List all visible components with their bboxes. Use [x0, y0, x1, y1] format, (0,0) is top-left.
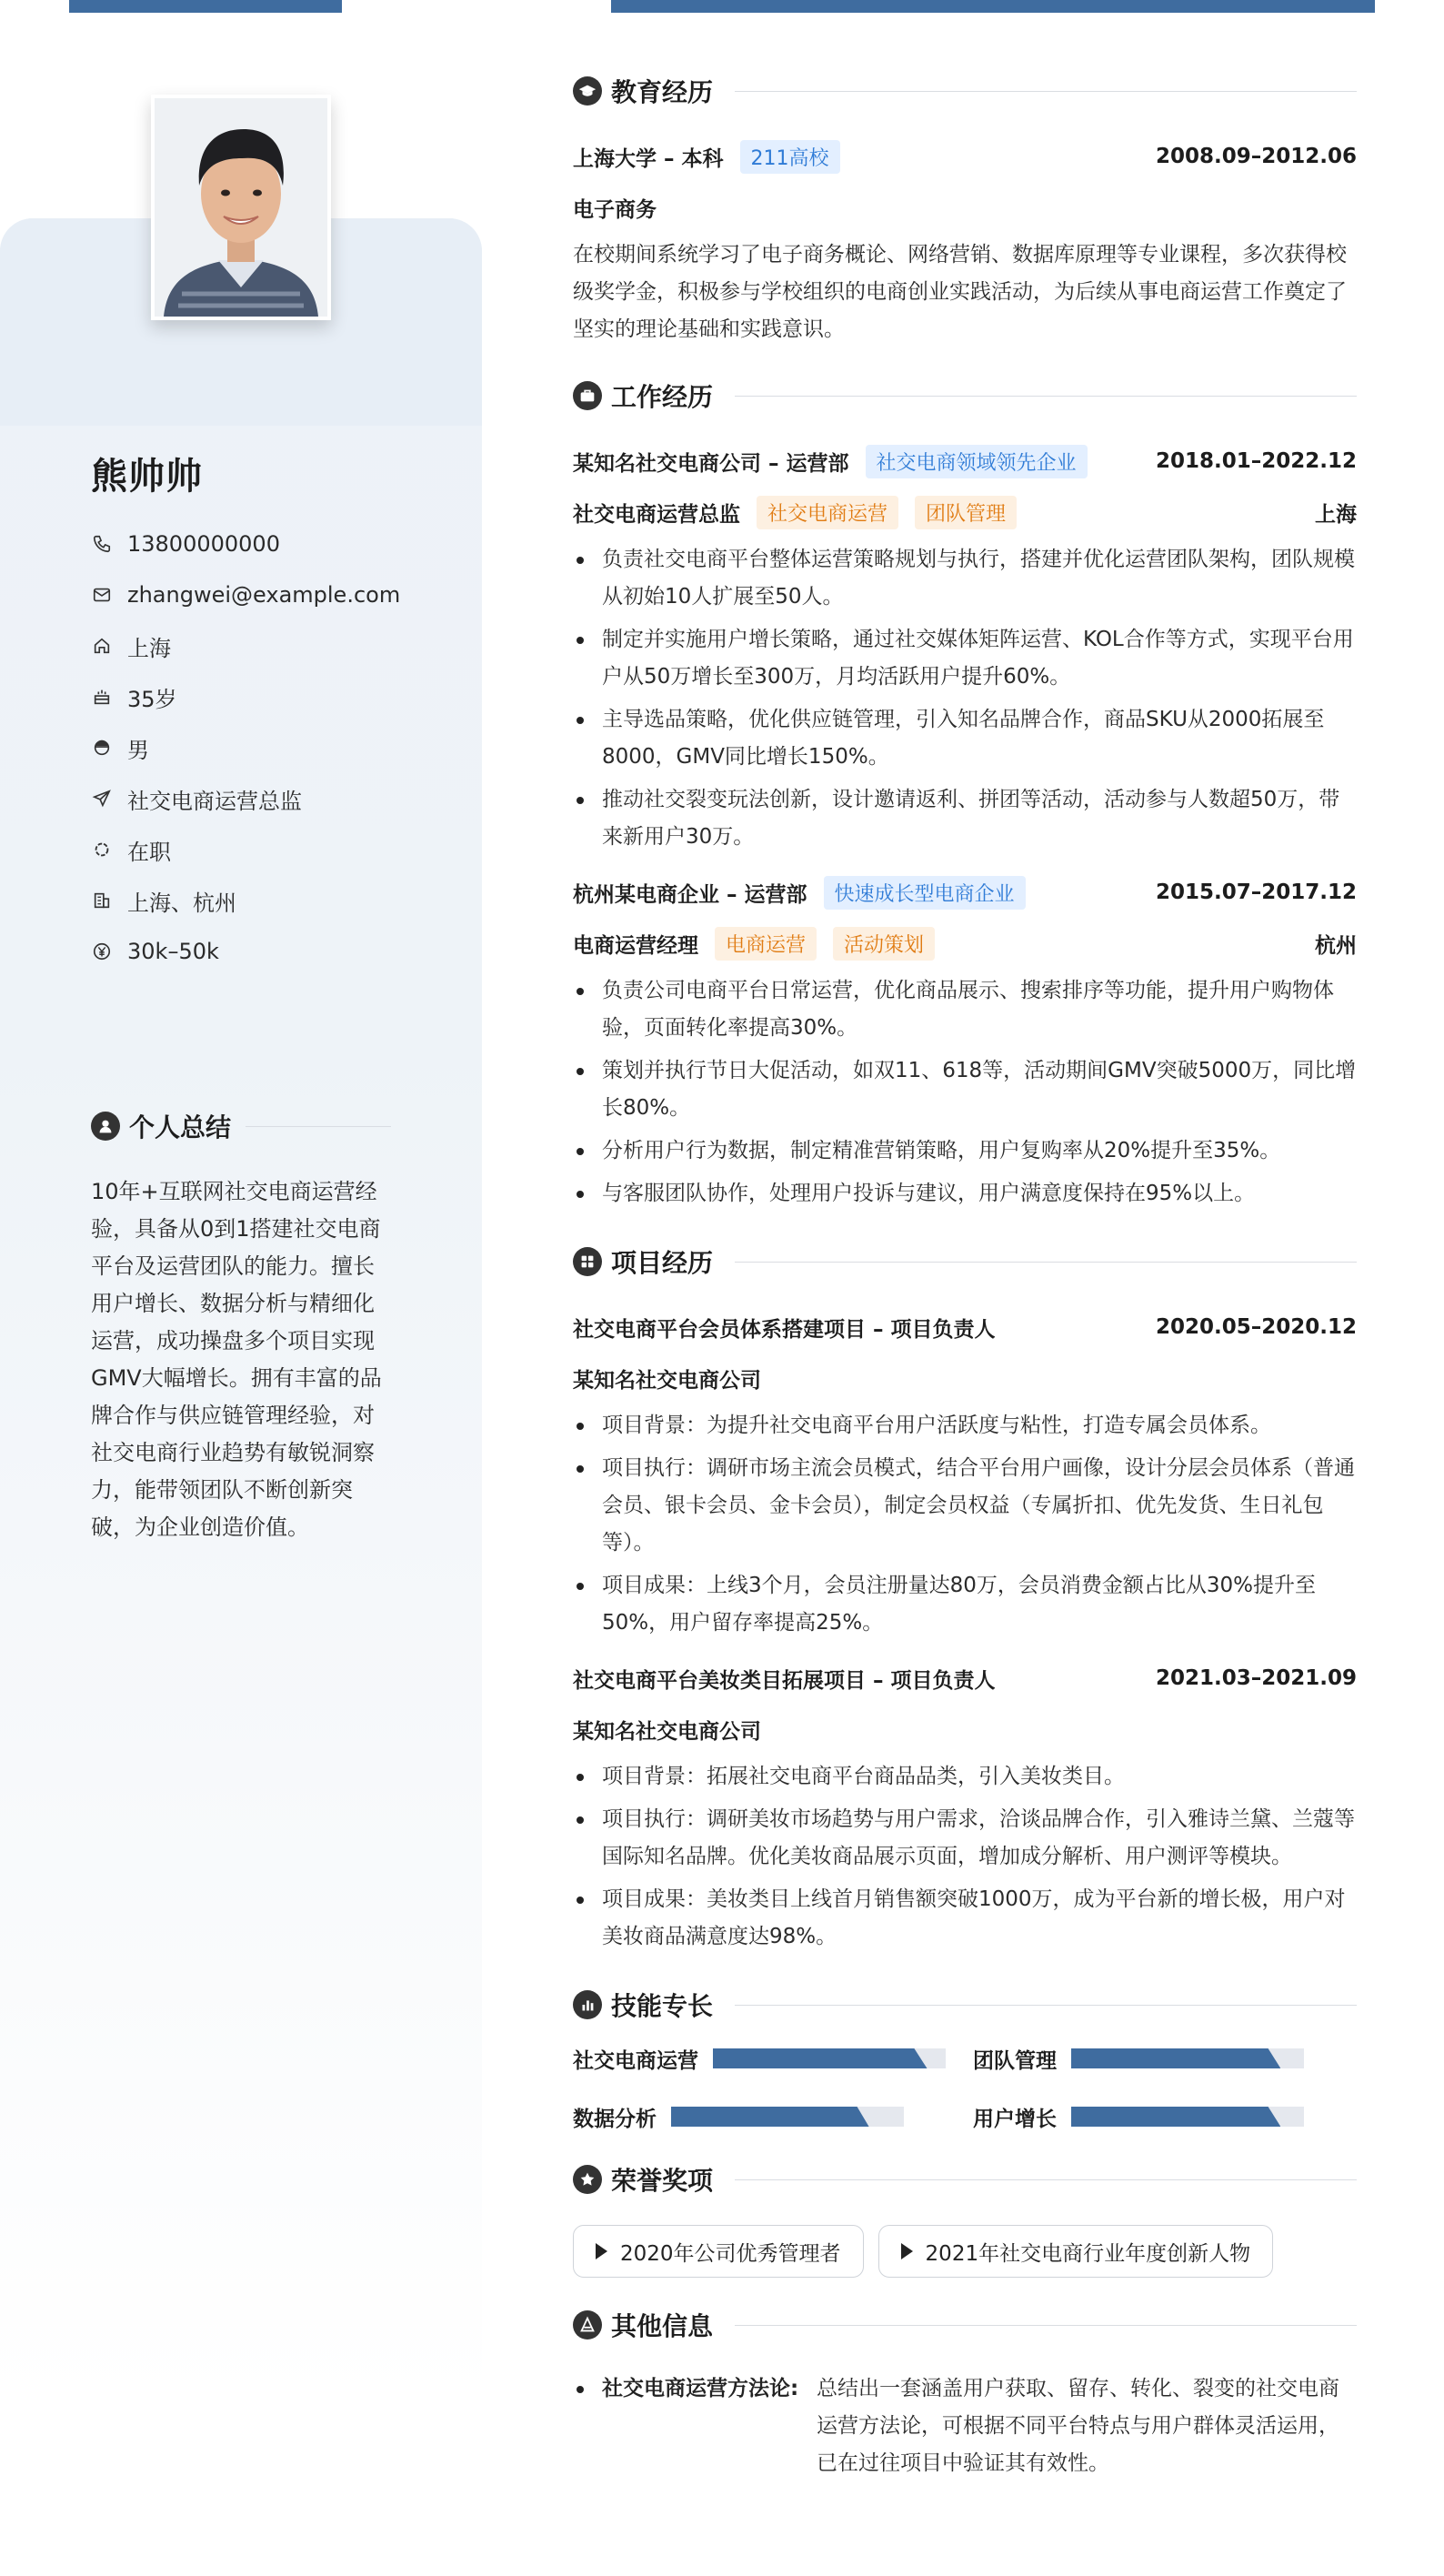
- project-bullets: [573, 1758, 1357, 1956]
- summary-text: 10年+互联网社交电商运营经验，具备从0到1搭建社交电商平台及运营团队的能力。擅长用户增长、数据分析与精细化运营，成功操盘多个项目实现GMV大幅增长。拥有丰富的品牌合作与供应链管理经验，对社交电商行业趋势有敏锐洞察力，能带领团队不断创新突破，为企业创造价值。: [91, 1179, 382, 1540]
- paper-plane-icon: [91, 788, 113, 810]
- skill-item: [573, 2101, 973, 2132]
- contact-cities: [91, 875, 455, 926]
- contact-cities-value: 上海、杭州: [127, 890, 236, 916]
- work-skill-tag: 团队管理: [915, 496, 1017, 529]
- work-company-tag: 快速成长型电商企业: [824, 876, 1026, 910]
- work-title: 工作经历: [611, 382, 714, 412]
- project-date: 2020.05–2020.12: [1155, 1315, 1357, 1339]
- work-date: 2018.01–2022.12: [1155, 449, 1357, 473]
- skill-bar-fill: [1071, 2107, 1280, 2127]
- skill-name: 数据分析: [573, 2107, 657, 2131]
- list-item: 项目背景：为提升社交电商平台用户活跃度与粘性，打造专属会员体系。: [573, 1407, 1357, 1444]
- work-item: [573, 436, 1357, 856]
- work-company-row: [573, 867, 1357, 918]
- gender-icon: [91, 737, 113, 759]
- projects-divider: [735, 1262, 1357, 1263]
- skill-item: [973, 2101, 1357, 2132]
- avatar-illustration: [155, 98, 327, 317]
- project-bullets: [573, 1407, 1357, 1642]
- award-label: 2021年社交电商行业年度创新人物: [925, 2241, 1251, 2266]
- grid-icon: [573, 1247, 602, 1276]
- education-date: 2008.09–2012.06: [1155, 145, 1357, 168]
- award-icon: [573, 2165, 602, 2194]
- award-badge: [878, 2225, 1274, 2278]
- awards-title: 荣誉奖项: [611, 2166, 714, 2196]
- other-divider: [735, 2325, 1357, 2326]
- list-item: 项目成果：上线3个月，会员注册量达80万，会员消费金额占比从30%提升至50%，用户留存率提高25%。: [573, 1567, 1357, 1642]
- contact-gender: [91, 722, 455, 773]
- list-item: 与客服团队协作，处理用户投诉与建议，用户满意度保持在95%以上。: [573, 1175, 1357, 1213]
- awards-list: [573, 2225, 1357, 2278]
- education-school: 上海大学 – 本科: [573, 146, 724, 171]
- project-name: 社交电商平台会员体系搭建项目 – 项目负责人: [573, 1317, 996, 1342]
- yen-icon: [91, 941, 113, 962]
- other-item-value: 总结出一套涵盖用户获取、留存、转化、裂变的社交电商运营方法论，可根据不同平台特点与用户群体灵活运用，已在过往项目中验证其有效性。: [817, 2377, 1339, 2475]
- work-skill-tag: 社交电商运营: [757, 496, 898, 529]
- education-major: 电子商务: [573, 197, 657, 222]
- contact-email: [91, 569, 455, 620]
- contact-phone-value: 13800000000: [127, 531, 280, 557]
- skill-bar-fill: [671, 2107, 869, 2127]
- candidate-name: 熊帅帅: [91, 456, 203, 498]
- work-position: 电商运营经理: [573, 933, 698, 958]
- play-triangle-icon: [901, 2243, 913, 2259]
- skills-divider: [735, 2005, 1357, 2006]
- other-section-header: [573, 2298, 1357, 2352]
- education-divider: [735, 91, 1357, 92]
- list-item: 策划并执行节日大促活动，如双11、618等，活动期间GMV突破5000万，同比增长80%。: [573, 1052, 1357, 1127]
- education-title: 教育经历: [611, 77, 714, 107]
- skill-item: [573, 2043, 973, 2074]
- contact-list: [91, 518, 455, 977]
- skill-name: 社交电商运营: [573, 2048, 698, 2073]
- phone-icon: [91, 533, 113, 555]
- graduation-cap-icon: [573, 76, 602, 106]
- list-item: 负责社交电商平台整体运营策略规划与执行，搭建并优化运营团队架构，团队规模从初始10人扩展至50人。: [573, 541, 1357, 616]
- skill-item: [973, 2043, 1357, 2074]
- list-item: 项目背景：拓展社交电商平台商品品类，引入美妆类目。: [573, 1758, 1357, 1796]
- briefcase-icon: [573, 381, 602, 410]
- work-skill-tag: 活动策划: [833, 927, 935, 961]
- work-company: 杭州某电商企业 – 运营部: [573, 882, 807, 907]
- education-section-header: [573, 64, 1357, 118]
- work-company-tag: 社交电商领域领先企业: [866, 445, 1088, 478]
- skill-bar-track: [1071, 2048, 1304, 2068]
- contact-position-value: 社交电商运营总监: [127, 788, 302, 814]
- list-item: 项目成果：美妆类目上线首月销售额突破1000万，成为平台新的增长极，用户对美妆商品满意度达98%。: [573, 1881, 1357, 1956]
- contact-status-value: 在职: [127, 839, 171, 865]
- skill-bar-track: [671, 2107, 904, 2127]
- skill-bar-track: [1071, 2107, 1304, 2127]
- contact-location-value: 上海: [127, 635, 171, 661]
- list-item: 项目执行：调研市场主流会员模式，结合平台用户画像，设计分层会员体系（普通会员、银卡会员、金卡会员），制定会员权益（专属折扣、优先发货、生日礼包等）。: [573, 1450, 1357, 1562]
- project-item: [573, 1653, 1357, 1956]
- skill-name: 用户增长: [973, 2107, 1057, 2131]
- skill-bar-track: [713, 2048, 946, 2068]
- education-row: [573, 131, 1357, 182]
- education-description: 在校期间系统学习了电子商务概论、网络营销、数据库原理等专业课程，多次获得校级奖学金，积极参与学校组织的电商创业实践活动，为后续从事电商运营工作奠定了坚实的理论基础和实践意识。: [573, 243, 1347, 341]
- work-position: 社交电商运营总监: [573, 502, 740, 527]
- summary-title: 个人总结: [129, 1112, 232, 1142]
- other-item-label: 社交电商运营方法论:: [602, 2377, 799, 2400]
- contact-age: [91, 671, 455, 722]
- projects-title: 项目经历: [611, 1248, 714, 1278]
- home-icon: [91, 635, 113, 657]
- summary-divider: [246, 1126, 391, 1127]
- project-name-row: [573, 1653, 1357, 1704]
- skills-section-header: [573, 1977, 1357, 2032]
- other-title: 其他信息: [611, 2311, 714, 2341]
- avatar-photo: [151, 95, 331, 320]
- contact-status: [91, 824, 455, 875]
- contact-location: [91, 620, 455, 671]
- list-item: 负责公司电商平台日常运营，优化商品展示、搜索排序等功能，提升用户购物体验，页面转化率提高30%。: [573, 972, 1357, 1047]
- work-company: 某知名社交电商公司 – 运营部: [573, 451, 849, 476]
- skills-grid: [573, 2043, 1357, 2132]
- project-company: 某知名社交电商公司: [573, 1719, 761, 1744]
- contact-age-value: 35岁: [127, 686, 177, 712]
- other-item: [573, 2370, 1357, 2482]
- award-label: 2020年公司优秀管理者: [620, 2241, 841, 2266]
- work-date: 2015.07–2017.12: [1155, 880, 1357, 904]
- work-position-row: [573, 487, 1357, 538]
- project-company: 某知名社交电商公司: [573, 1368, 761, 1393]
- awards-divider: [735, 2179, 1357, 2180]
- skill-bar-fill: [713, 2048, 928, 2068]
- contact-salary-value: 30k–50k: [127, 939, 219, 964]
- other-list: [573, 2370, 1357, 2482]
- project-item: [573, 1302, 1357, 1642]
- skill-bar-fill: [1071, 2048, 1280, 2068]
- top-accent-bar-left: [69, 0, 342, 13]
- work-city: 上海: [1315, 502, 1357, 527]
- project-name-row: [573, 1302, 1357, 1353]
- list-item: 项目执行：调研美妆市场趋势与用户需求，洽谈品牌合作，引入雅诗兰黛、兰蔻等国际知名品牌。优化美妆商品展示页面，增加成分解析、用户测评等模块。: [573, 1801, 1357, 1876]
- summary-section-header: [91, 1108, 391, 1144]
- contact-position: [91, 773, 455, 824]
- list-item: 推动社交裂变玩法创新，设计邀请返利、拼团等活动，活动参与人数超50万，带来新用户30万。: [573, 781, 1357, 856]
- list-item: 主导选品策略，优化供应链管理，引入知名品牌合作，商品SKU从2000拓展至8000，GMV同比增长150%。: [573, 701, 1357, 776]
- work-bullets: [573, 541, 1357, 856]
- award-badge: [573, 2225, 864, 2278]
- awards-section-header: [573, 2152, 1357, 2207]
- main-content: [573, 64, 1357, 2482]
- education-tag: 211高校: [740, 140, 840, 174]
- projects-section-header: [573, 1234, 1357, 1289]
- email-icon: [91, 584, 113, 606]
- skill-name: 团队管理: [973, 2048, 1057, 2073]
- building-icon: [91, 890, 113, 911]
- project-date: 2021.03–2021.09: [1155, 1666, 1357, 1690]
- project-company-row: [573, 1704, 1357, 1755]
- work-bullets: [573, 972, 1357, 1213]
- education-major-row: [573, 182, 1357, 233]
- work-city: 杭州: [1315, 933, 1357, 958]
- contact-gender-value: 男: [127, 737, 149, 763]
- user-icon: [91, 1112, 120, 1141]
- work-company-row: [573, 436, 1357, 487]
- work-position-row: [573, 918, 1357, 969]
- contact-phone: [91, 518, 455, 569]
- contact-email-value: zhangwei@example.com: [127, 582, 401, 608]
- skills-title: 技能专长: [611, 1991, 714, 2021]
- work-skill-tag: 电商运营: [715, 927, 817, 961]
- work-section-header: [573, 368, 1357, 423]
- top-accent-bar-right: [611, 0, 1375, 13]
- contact-salary: [91, 926, 455, 977]
- cake-icon: [91, 686, 113, 708]
- play-triangle-icon: [596, 2243, 607, 2259]
- work-divider: [735, 396, 1357, 397]
- list-item: 分析用户行为数据，制定精准营销策略，用户复购率从20%提升至35%。: [573, 1132, 1357, 1170]
- project-company-row: [573, 1353, 1357, 1404]
- list-item: 制定并实施用户增长策略，通过社交媒体矩阵运营、KOL合作等方式，实现平台用户从50万增长至300万，月均活跃用户提升60%。: [573, 621, 1357, 696]
- bar-chart-icon: [573, 1990, 602, 2019]
- info-badge-icon: [573, 2310, 602, 2340]
- work-item: [573, 867, 1357, 1213]
- status-icon: [91, 839, 113, 860]
- project-name: 社交电商平台美妆类目拓展项目 – 项目负责人: [573, 1668, 996, 1693]
